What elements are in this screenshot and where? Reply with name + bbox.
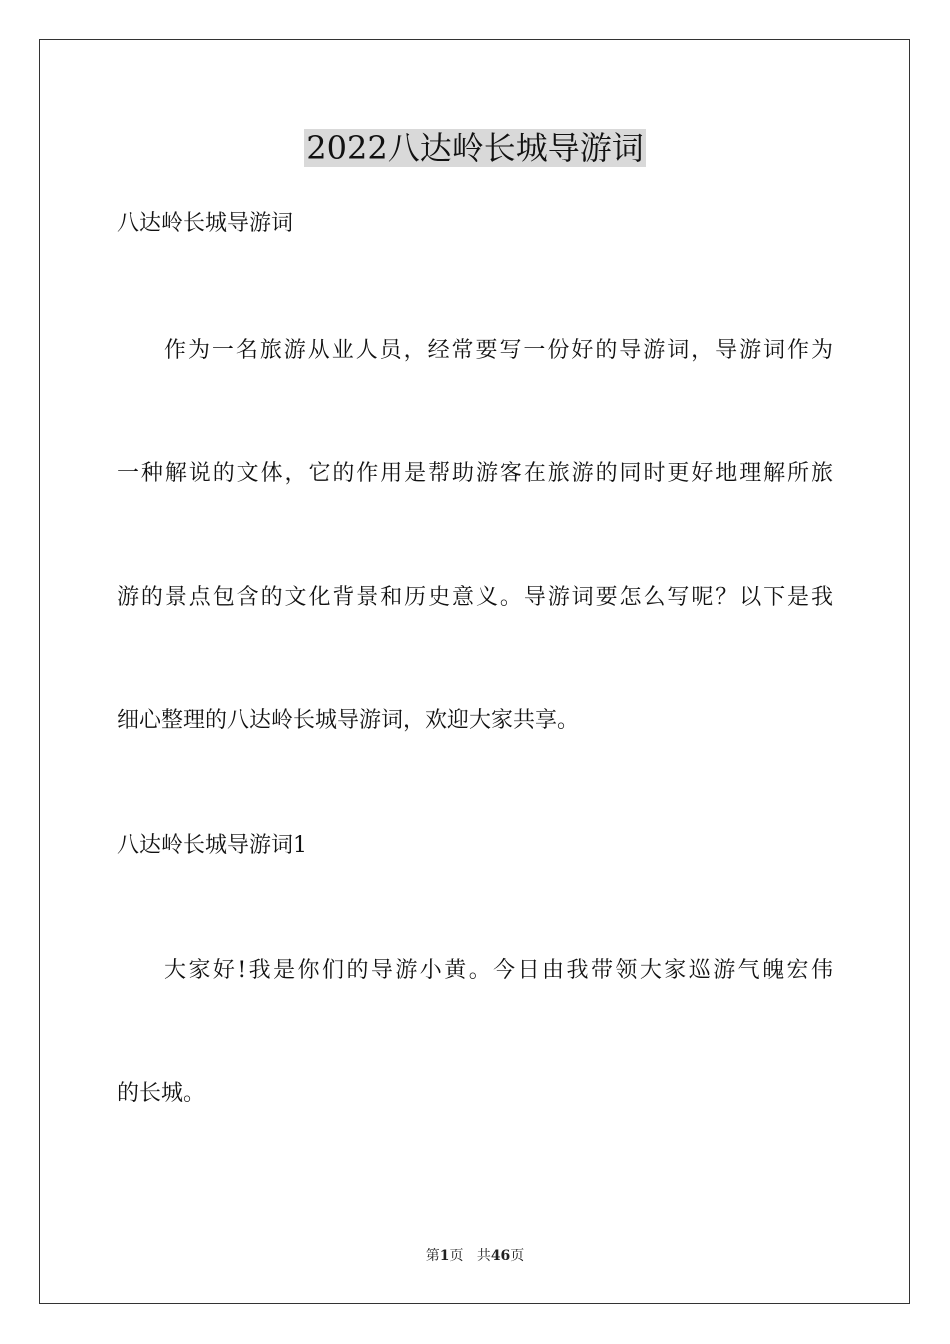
- intro-line-4: 细心整理的八达岭长城导游词，欢迎大家共享。: [117, 708, 580, 733]
- footer-page-number: 1: [439, 1248, 450, 1264]
- intro-line-1: 作为一名旅游从业人员，经常要写一份好的导游词，导游词作为: [164, 338, 833, 363]
- section-heading: 八达岭长城导游词1: [117, 833, 307, 858]
- footer-page-suffix: 页: [449, 1248, 464, 1264]
- page-footer: [0, 1246, 950, 1266]
- footer-total-pages: 46: [490, 1248, 511, 1264]
- document-title: [0, 124, 950, 172]
- intro-line-3: 游的景点包含的文化背景和历史意义。导游词要怎么写呢？以下是我: [117, 585, 833, 610]
- intro-line-2: 一种解说的文体，它的作用是帮助游客在旅游的同时更好地理解所旅: [117, 461, 833, 486]
- document-subtitle: 八达岭长城导游词: [117, 211, 294, 236]
- section-body-line-1: 大家好!我是你们的导游小黄。今日由我带领大家巡游气魄宏伟: [164, 958, 833, 983]
- footer-total-prefix: 共: [476, 1248, 491, 1264]
- footer-total-suffix: 页: [510, 1248, 525, 1264]
- document-title-text: 2022八达岭长城导游词: [306, 129, 644, 167]
- footer-page-prefix: 第: [425, 1248, 440, 1264]
- section-body-line-2: 的长城。: [117, 1081, 206, 1106]
